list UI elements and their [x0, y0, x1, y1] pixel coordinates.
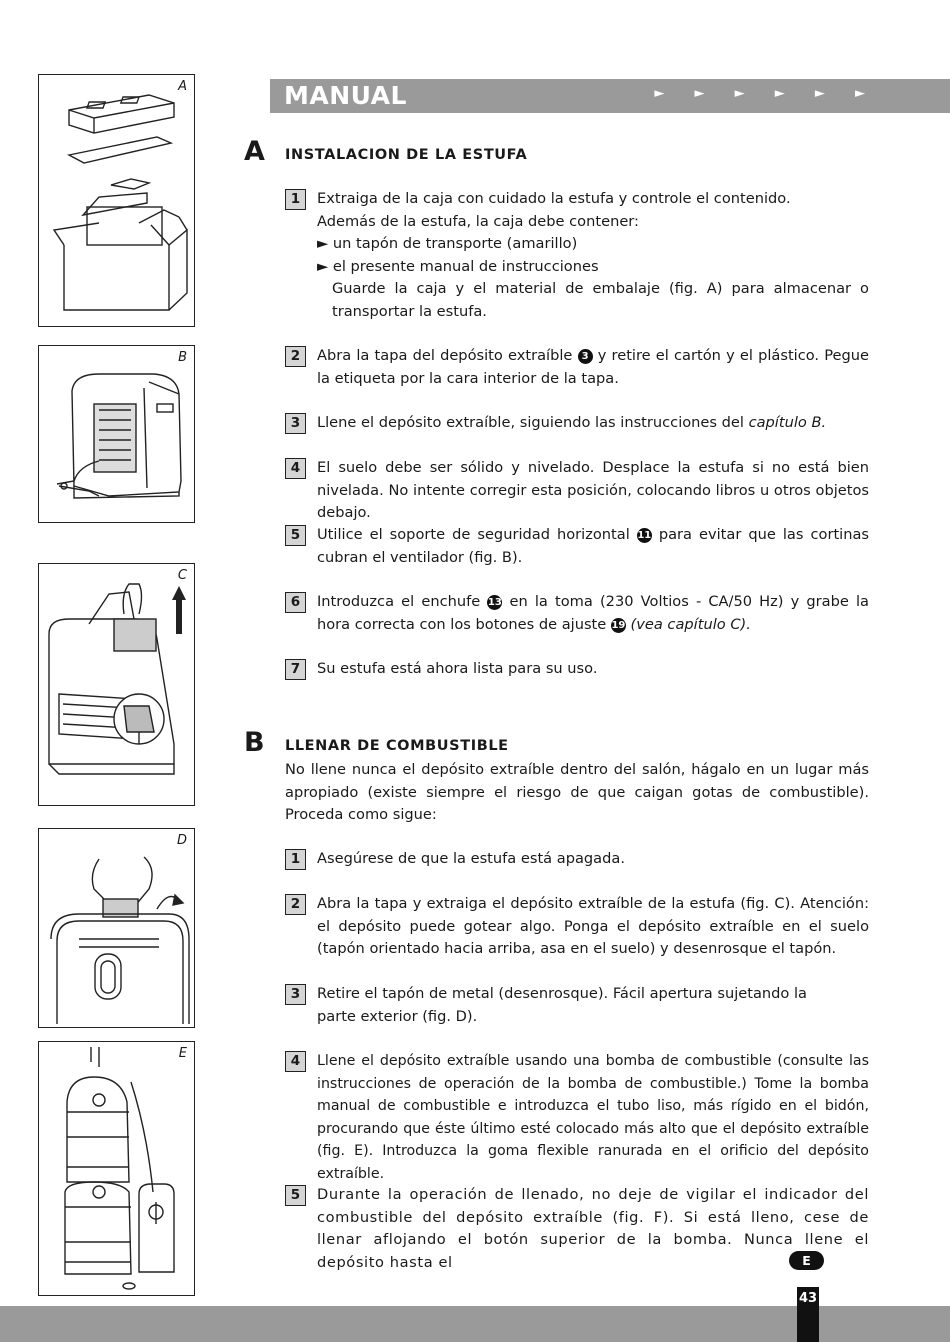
chapter-ref: capítulo B. — [748, 414, 827, 431]
step-number: 3 — [285, 413, 306, 434]
cap-unscrew-illustration — [39, 829, 194, 1027]
step-text — [317, 658, 869, 681]
step-text — [317, 412, 869, 435]
step-text-part: Asegúrese de que la estufa está apagada. — [317, 850, 625, 867]
step-text-part: Abra la tapa y extraiga el depósito extraíble de la estufa (fig. C). Atención: el depósito puede gotear algo. Ponga el depósito extraíble en el suelo (tapón orientado hacia arriba, asa en el suelo) y desenrosque el tapón. — [317, 895, 869, 957]
step-number: 1 — [285, 849, 306, 870]
page-number-box — [797, 1287, 819, 1342]
figure-c — [38, 563, 195, 806]
step-text-part: para evitar que las cortinas cubran el ventilador (fig. B). — [317, 526, 870, 566]
step-text-part: y retire el cartón y el plástico. Pegue la etiqueta por la cara interior de la tapa. — [317, 347, 869, 387]
step-text-part: Su estufa está ahora lista para su uso. — [317, 660, 598, 677]
section-a-title: INSTALACION DE LA ESTUFA — [285, 147, 528, 163]
page-title: MANUAL — [284, 81, 407, 110]
step-number: 5 — [285, 525, 306, 546]
step-text — [317, 983, 827, 1028]
step-number: 7 — [285, 659, 306, 680]
section-b-letter: B — [244, 727, 265, 758]
arrow-icons: ► ► ► ► ► ► — [654, 86, 878, 101]
header-banner — [270, 79, 950, 113]
figure-e — [38, 1041, 195, 1296]
step-line: Guarde la caja y el material de embalaje (fig. A) para almacenar o transportar la estufa. — [332, 280, 869, 320]
step-text — [317, 345, 869, 390]
figure-b — [38, 345, 195, 523]
figure-label: B — [178, 350, 187, 365]
step-text-part: en la toma (230 Voltios - CA/50 Hz) y grabe la hora correcta con los botones de ajuste — [317, 593, 869, 633]
language-badge: E — [789, 1251, 824, 1270]
step-text — [317, 1184, 869, 1274]
step-text-part: Durante la operación de llenado, no deje de vigilar el indicador del combustible del depósito extraíble (fig. F). Si está lleno, cese de llenar aflojando el botón superior de la bomba. Nunca llene el depósito hasta el — [317, 1186, 869, 1271]
step-text-part: Retire el tapón de metal (desenrosque). Fácil apertura sujetando la parte exterior (fig. D). — [317, 985, 807, 1025]
step-text-part: Llene el depósito extraíble, siguiendo las instrucciones del — [317, 414, 749, 431]
section-a-letter: A — [244, 136, 265, 167]
step-text — [317, 848, 869, 871]
figure-d — [38, 828, 195, 1028]
step-number: 1 — [285, 189, 306, 210]
step-text — [317, 188, 869, 323]
section-b-title: LLENAR DE COMBUSTIBLE — [285, 738, 509, 754]
fuel-pump-illustration — [39, 1042, 194, 1295]
tank-removal-illustration — [39, 564, 194, 805]
box-unpacking-illustration — [39, 75, 194, 326]
step-number: 4 — [285, 1051, 306, 1072]
ref-number-icon: 13 — [487, 597, 502, 608]
section-b-intro: No llene nunca el depósito extraíble dentro del salón, hágalo en un lugar más apropiado (existe siempre el riesgo de que caigan gotas de combustible). Proceda como sigue: — [285, 761, 869, 823]
step-text — [317, 591, 869, 636]
bullet-item: ► el presente manual de instrucciones — [317, 257, 599, 275]
step-text — [317, 457, 869, 525]
step-text — [317, 1050, 869, 1185]
heater-back-illustration — [39, 346, 194, 522]
step-number: 2 — [285, 346, 306, 367]
figure-label: C — [177, 568, 187, 583]
step-number: 2 — [285, 894, 306, 915]
step-text-part: Llene el depósito extraíble usando una bomba de combustible (consulte las instrucciones de operación de la bomba de combustible.) Tome la bomba manual de combustible e introduzca el tubo liso, más rígido en el bidón, procurando que éste último esté colocado más alto que el depósito extraíble (fig. E). Introduzca la goma flexible ranurada en el orificio del depósito extraíble. — [317, 1053, 869, 1182]
step-text-part: Introduzca el enchufe — [317, 593, 488, 610]
figure-a — [38, 74, 195, 327]
page-number: 43 — [798, 1291, 818, 1306]
ref-number-icon: 19 — [611, 619, 626, 631]
ref-number-icon: 3 — [578, 349, 593, 364]
step-text — [317, 893, 869, 961]
step-text-part: Abra la tapa del depósito extraíble — [317, 347, 578, 364]
figure-label: A — [178, 79, 187, 94]
step-text-part: El suelo debe ser sólido y nivelado. Desplace la estufa si no está bien nivelada. No intente corregir esta posición, colocando libros u otros objetos debajo. — [317, 459, 869, 521]
step-number: 4 — [285, 458, 306, 479]
step-text-part: Utilice el soporte de seguridad horizontal — [317, 526, 637, 543]
chapter-ref: (vea capítulo C). — [625, 615, 751, 633]
step-line: Además de la estufa, la caja debe contener: — [317, 212, 639, 230]
step-number: 5 — [285, 1185, 306, 1206]
step-number: 6 — [285, 592, 306, 613]
step-line: Extraiga de la caja con cuidado la estufa y controle el contenido. — [317, 190, 791, 207]
step-number: 3 — [285, 984, 306, 1005]
bullet-item: ► un tapón de transporte (amarillo) — [317, 235, 578, 252]
ref-number-icon: 11 — [637, 530, 652, 541]
step-text — [317, 524, 869, 569]
figure-label: D — [176, 833, 187, 848]
figure-label: E — [178, 1046, 187, 1061]
